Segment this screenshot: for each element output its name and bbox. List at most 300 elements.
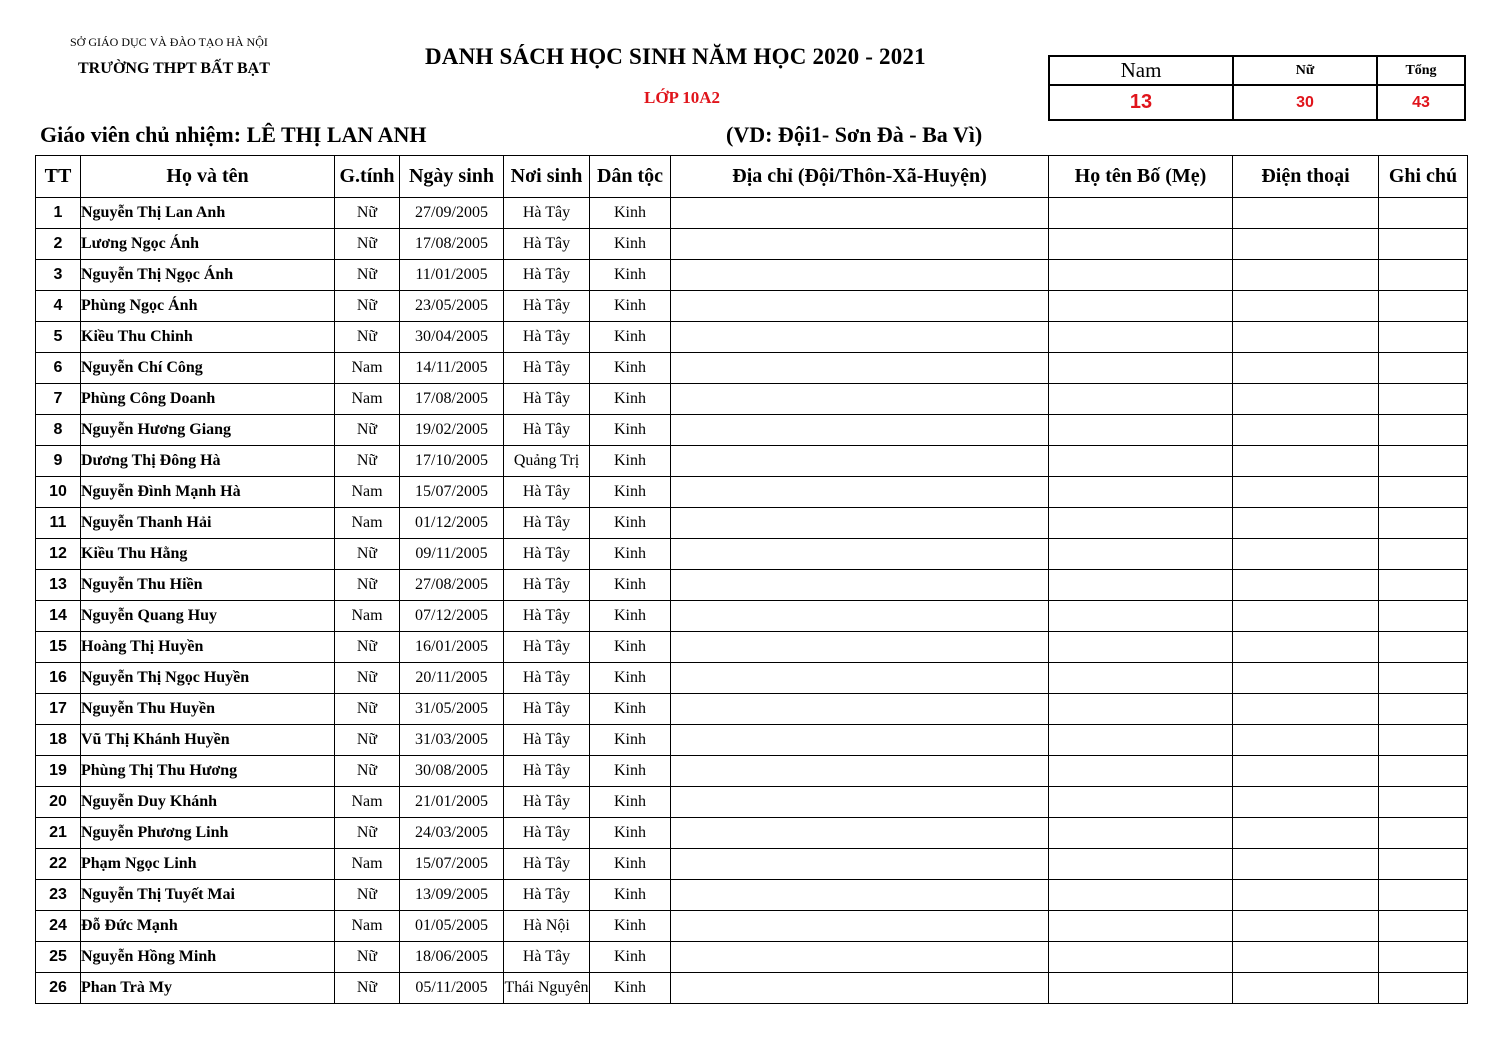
student-ethnicity: Kinh <box>590 446 671 477</box>
student-address <box>671 880 1049 911</box>
row-number: 13 <box>36 570 81 601</box>
student-gender: Nữ <box>335 322 400 353</box>
note <box>1379 384 1468 415</box>
student-dob: 30/04/2005 <box>400 322 504 353</box>
row-number: 26 <box>36 973 81 1004</box>
student-name: Phùng Thị Thu Hương <box>81 756 335 787</box>
table-row <box>36 911 1468 942</box>
row-number: 9 <box>36 446 81 477</box>
student-ethnicity: Kinh <box>590 291 671 322</box>
student-dob: 15/07/2005 <box>400 849 504 880</box>
parent-name <box>1049 756 1233 787</box>
student-name: Vũ Thị Khánh Huyền <box>81 725 335 756</box>
student-gender: Nữ <box>335 570 400 601</box>
student-dob: 31/05/2005 <box>400 694 504 725</box>
phone <box>1233 632 1379 663</box>
student-address <box>671 632 1049 663</box>
student-name: Lương Ngọc Ánh <box>81 229 335 260</box>
student-dob: 20/11/2005 <box>400 663 504 694</box>
table-row <box>36 694 1468 725</box>
parent-name <box>1049 663 1233 694</box>
table-row <box>36 539 1468 570</box>
col-header-name: Họ và tên <box>81 156 335 198</box>
student-birthplace: Hà Tây <box>504 229 590 260</box>
student-birthplace: Hà Tây <box>504 384 590 415</box>
student-name: Kiều Thu Chinh <box>81 322 335 353</box>
student-gender: Nữ <box>335 229 400 260</box>
note <box>1379 911 1468 942</box>
student-birthplace: Thái Nguyên <box>504 973 590 1004</box>
student-address <box>671 198 1049 229</box>
student-birthplace: Hà Tây <box>504 570 590 601</box>
table-row <box>36 384 1468 415</box>
student-ethnicity: Kinh <box>590 229 671 260</box>
row-number: 1 <box>36 198 81 229</box>
student-dob: 24/03/2005 <box>400 818 504 849</box>
row-number: 10 <box>36 477 81 508</box>
row-number: 23 <box>36 880 81 911</box>
student-gender: Nam <box>335 384 400 415</box>
row-number: 7 <box>36 384 81 415</box>
row-number: 14 <box>36 601 81 632</box>
note <box>1379 632 1468 663</box>
parent-name <box>1049 570 1233 601</box>
phone <box>1233 725 1379 756</box>
note <box>1379 198 1468 229</box>
student-ethnicity: Kinh <box>590 942 671 973</box>
student-ethnicity: Kinh <box>590 756 671 787</box>
homeroom-teacher: Giáo viên chủ nhiệm: LÊ THỊ LAN ANH <box>40 122 427 147</box>
row-number: 12 <box>36 539 81 570</box>
phone <box>1233 477 1379 508</box>
student-dob: 07/12/2005 <box>400 601 504 632</box>
student-ethnicity: Kinh <box>590 601 671 632</box>
row-number: 2 <box>36 229 81 260</box>
student-birthplace: Hà Tây <box>504 787 590 818</box>
student-dob: 21/01/2005 <box>400 787 504 818</box>
student-gender: Nam <box>335 353 400 384</box>
total-count: 43 <box>1377 85 1465 120</box>
phone <box>1233 818 1379 849</box>
note <box>1379 849 1468 880</box>
student-gender: Nữ <box>335 880 400 911</box>
student-address <box>671 818 1049 849</box>
student-birthplace: Hà Tây <box>504 353 590 384</box>
student-dob: 14/11/2005 <box>400 353 504 384</box>
student-name: Nguyễn Đình Mạnh Hà <box>81 477 335 508</box>
student-dob: 18/06/2005 <box>400 942 504 973</box>
student-rows <box>36 198 1468 1004</box>
table-row <box>36 508 1468 539</box>
phone <box>1233 787 1379 818</box>
row-number: 8 <box>36 415 81 446</box>
student-ethnicity: Kinh <box>590 353 671 384</box>
student-ethnicity: Kinh <box>590 694 671 725</box>
student-gender: Nữ <box>335 291 400 322</box>
table-row <box>36 446 1468 477</box>
table-row <box>36 973 1468 1004</box>
student-name: Phạm Ngọc Linh <box>81 849 335 880</box>
student-dob: 30/08/2005 <box>400 756 504 787</box>
table-header-row <box>36 156 1468 198</box>
student-dob: 17/10/2005 <box>400 446 504 477</box>
note <box>1379 818 1468 849</box>
note <box>1379 260 1468 291</box>
male-count: 13 <box>1049 85 1233 120</box>
phone <box>1233 198 1379 229</box>
table-row <box>36 229 1468 260</box>
student-address <box>671 477 1049 508</box>
student-ethnicity: Kinh <box>590 260 671 291</box>
row-number: 4 <box>36 291 81 322</box>
student-name: Nguyễn Thu Huyền <box>81 694 335 725</box>
student-birthplace: Hà Tây <box>504 260 590 291</box>
student-birthplace: Hà Tây <box>504 508 590 539</box>
phone <box>1233 973 1379 1004</box>
student-dob: 13/09/2005 <box>400 880 504 911</box>
row-number: 25 <box>36 942 81 973</box>
student-table <box>35 155 1468 1004</box>
parent-name <box>1049 198 1233 229</box>
student-address <box>671 942 1049 973</box>
row-number: 24 <box>36 911 81 942</box>
student-birthplace: Hà Tây <box>504 849 590 880</box>
note <box>1379 942 1468 973</box>
school-name: TRƯỜNG THPT BẤT BẠT <box>78 60 270 77</box>
phone <box>1233 539 1379 570</box>
student-name: Nguyễn Hương Giang <box>81 415 335 446</box>
gender-stats-table <box>1048 55 1466 121</box>
student-ethnicity: Kinh <box>590 322 671 353</box>
student-address <box>671 787 1049 818</box>
male-label: Nam <box>1049 56 1233 85</box>
student-ethnicity: Kinh <box>590 632 671 663</box>
row-number: 18 <box>36 725 81 756</box>
female-label: Nữ <box>1233 56 1377 85</box>
student-name: Nguyễn Thị Lan Anh <box>81 198 335 229</box>
parent-name <box>1049 725 1233 756</box>
col-header-tt: TT <box>36 156 81 198</box>
row-number: 3 <box>36 260 81 291</box>
student-gender: Nữ <box>335 446 400 477</box>
student-gender: Nữ <box>335 725 400 756</box>
student-name: Nguyễn Thu Hiền <box>81 570 335 601</box>
student-gender: Nam <box>335 477 400 508</box>
parent-name <box>1049 260 1233 291</box>
student-ethnicity: Kinh <box>590 663 671 694</box>
student-birthplace: Hà Tây <box>504 539 590 570</box>
student-birthplace: Hà Tây <box>504 322 590 353</box>
female-count: 30 <box>1233 85 1377 120</box>
phone <box>1233 415 1379 446</box>
parent-name <box>1049 291 1233 322</box>
row-number: 22 <box>36 849 81 880</box>
student-address <box>671 756 1049 787</box>
student-dob: 17/08/2005 <box>400 384 504 415</box>
student-dob: 11/01/2005 <box>400 260 504 291</box>
col-header-birthplace: Nơi sinh <box>504 156 590 198</box>
student-address <box>671 911 1049 942</box>
col-header-dob: Ngày sinh <box>400 156 504 198</box>
phone <box>1233 322 1379 353</box>
note <box>1379 477 1468 508</box>
student-name: Nguyễn Hồng Minh <box>81 942 335 973</box>
row-number: 11 <box>36 508 81 539</box>
address-example: (VD: Đội1- Sơn Đà - Ba Vì) <box>726 122 983 147</box>
col-header-parent: Họ tên Bố (Mẹ) <box>1049 156 1233 198</box>
student-name: Phan Trà My <box>81 973 335 1004</box>
parent-name <box>1049 818 1233 849</box>
department-name: SỞ GIÁO DỤC VÀ ĐÀO TẠO HÀ NỘI <box>70 35 268 49</box>
table-row <box>36 322 1468 353</box>
student-gender: Nam <box>335 787 400 818</box>
student-ethnicity: Kinh <box>590 973 671 1004</box>
row-number: 15 <box>36 632 81 663</box>
student-birthplace: Hà Tây <box>504 725 590 756</box>
phone <box>1233 570 1379 601</box>
student-ethnicity: Kinh <box>590 477 671 508</box>
row-number: 19 <box>36 756 81 787</box>
student-ethnicity: Kinh <box>590 415 671 446</box>
parent-name <box>1049 694 1233 725</box>
student-dob: 09/11/2005 <box>400 539 504 570</box>
student-dob: 01/05/2005 <box>400 911 504 942</box>
note <box>1379 601 1468 632</box>
phone <box>1233 446 1379 477</box>
student-ethnicity: Kinh <box>590 570 671 601</box>
student-name: Hoàng Thị Huyền <box>81 632 335 663</box>
row-number: 20 <box>36 787 81 818</box>
student-name: Nguyễn Thị Tuyết Mai <box>81 880 335 911</box>
table-row <box>36 477 1468 508</box>
student-address <box>671 508 1049 539</box>
student-ethnicity: Kinh <box>590 818 671 849</box>
note <box>1379 694 1468 725</box>
student-ethnicity: Kinh <box>590 849 671 880</box>
student-ethnicity: Kinh <box>590 725 671 756</box>
student-dob: 23/05/2005 <box>400 291 504 322</box>
table-row <box>36 353 1468 384</box>
student-gender: Nữ <box>335 694 400 725</box>
student-birthplace: Hà Tây <box>504 880 590 911</box>
student-ethnicity: Kinh <box>590 198 671 229</box>
phone <box>1233 849 1379 880</box>
parent-name <box>1049 384 1233 415</box>
row-number: 6 <box>36 353 81 384</box>
student-birthplace: Hà Tây <box>504 601 590 632</box>
student-address <box>671 601 1049 632</box>
student-birthplace: Hà Tây <box>504 198 590 229</box>
table-row <box>36 942 1468 973</box>
student-dob: 17/08/2005 <box>400 229 504 260</box>
parent-name <box>1049 973 1233 1004</box>
student-gender: Nữ <box>335 415 400 446</box>
student-ethnicity: Kinh <box>590 508 671 539</box>
student-name: Nguyễn Thị Ngọc Ánh <box>81 260 335 291</box>
parent-name <box>1049 477 1233 508</box>
phone <box>1233 508 1379 539</box>
student-dob: 31/03/2005 <box>400 725 504 756</box>
student-ethnicity: Kinh <box>590 911 671 942</box>
parent-name <box>1049 601 1233 632</box>
phone <box>1233 291 1379 322</box>
col-header-address: Địa chỉ (Đội/Thôn-Xã-Huyện) <box>671 156 1049 198</box>
table-row <box>36 601 1468 632</box>
student-name: Nguyễn Quang Huy <box>81 601 335 632</box>
table-row <box>36 198 1468 229</box>
row-number: 21 <box>36 818 81 849</box>
phone <box>1233 663 1379 694</box>
col-header-ethnicity: Dân tộc <box>590 156 671 198</box>
note <box>1379 756 1468 787</box>
parent-name <box>1049 849 1233 880</box>
parent-name <box>1049 632 1233 663</box>
student-gender: Nam <box>335 849 400 880</box>
table-row <box>36 756 1468 787</box>
student-gender: Nữ <box>335 973 400 1004</box>
student-gender: Nữ <box>335 260 400 291</box>
phone <box>1233 911 1379 942</box>
phone <box>1233 880 1379 911</box>
student-name: Phùng Công Doanh <box>81 384 335 415</box>
note <box>1379 353 1468 384</box>
phone <box>1233 384 1379 415</box>
student-birthplace: Hà Tây <box>504 477 590 508</box>
table-row <box>36 632 1468 663</box>
student-address <box>671 725 1049 756</box>
phone <box>1233 756 1379 787</box>
phone <box>1233 942 1379 973</box>
student-address <box>671 260 1049 291</box>
student-gender: Nữ <box>335 539 400 570</box>
phone <box>1233 260 1379 291</box>
student-gender: Nữ <box>335 198 400 229</box>
student-gender: Nữ <box>335 663 400 694</box>
parent-name <box>1049 415 1233 446</box>
parent-name <box>1049 229 1233 260</box>
student-address <box>671 415 1049 446</box>
phone <box>1233 353 1379 384</box>
parent-name <box>1049 880 1233 911</box>
student-name: Kiều Thu Hằng <box>81 539 335 570</box>
student-birthplace: Hà Tây <box>504 291 590 322</box>
student-address <box>671 663 1049 694</box>
student-address <box>671 570 1049 601</box>
table-row <box>36 849 1468 880</box>
note <box>1379 539 1468 570</box>
student-address <box>671 322 1049 353</box>
student-name: Nguyễn Thanh Hải <box>81 508 335 539</box>
student-dob: 01/12/2005 <box>400 508 504 539</box>
class-name: LỚP 10A2 <box>644 88 721 107</box>
student-name: Nguyễn Duy Khánh <box>81 787 335 818</box>
row-number: 16 <box>36 663 81 694</box>
parent-name <box>1049 539 1233 570</box>
student-address <box>671 446 1049 477</box>
student-gender: Nữ <box>335 756 400 787</box>
col-header-phone: Điện thoại <box>1233 156 1379 198</box>
student-ethnicity: Kinh <box>590 787 671 818</box>
parent-name <box>1049 911 1233 942</box>
note <box>1379 880 1468 911</box>
student-gender: Nữ <box>335 942 400 973</box>
student-dob: 15/07/2005 <box>400 477 504 508</box>
student-birthplace: Hà Tây <box>504 663 590 694</box>
note <box>1379 973 1468 1004</box>
student-gender: Nữ <box>335 632 400 663</box>
parent-name <box>1049 353 1233 384</box>
note <box>1379 291 1468 322</box>
student-name: Dương Thị Đông Hà <box>81 446 335 477</box>
table-row <box>36 291 1468 322</box>
student-gender: Nam <box>335 508 400 539</box>
student-dob: 16/01/2005 <box>400 632 504 663</box>
note <box>1379 663 1468 694</box>
table-row <box>36 787 1468 818</box>
note <box>1379 415 1468 446</box>
student-gender: Nam <box>335 911 400 942</box>
student-birthplace: Hà Tây <box>504 694 590 725</box>
parent-name <box>1049 446 1233 477</box>
note <box>1379 446 1468 477</box>
student-birthplace: Hà Nội <box>504 911 590 942</box>
table-row <box>36 570 1468 601</box>
student-ethnicity: Kinh <box>590 384 671 415</box>
student-name: Đỗ Đức Mạnh <box>81 911 335 942</box>
total-label: Tổng <box>1377 56 1465 85</box>
student-birthplace: Hà Tây <box>504 756 590 787</box>
student-gender: Nữ <box>335 818 400 849</box>
student-address <box>671 229 1049 260</box>
student-address <box>671 694 1049 725</box>
table-row <box>36 725 1468 756</box>
parent-name <box>1049 942 1233 973</box>
student-birthplace: Hà Tây <box>504 415 590 446</box>
phone <box>1233 694 1379 725</box>
table-row <box>36 818 1468 849</box>
note <box>1379 508 1468 539</box>
parent-name <box>1049 787 1233 818</box>
col-header-note: Ghi chú <box>1379 156 1468 198</box>
student-address <box>671 291 1049 322</box>
student-gender: Nam <box>335 601 400 632</box>
student-ethnicity: Kinh <box>590 880 671 911</box>
student-birthplace: Hà Tây <box>504 942 590 973</box>
note <box>1379 725 1468 756</box>
student-address <box>671 849 1049 880</box>
student-name: Phùng Ngọc Ánh <box>81 291 335 322</box>
row-number: 5 <box>36 322 81 353</box>
table-row <box>36 260 1468 291</box>
table-row <box>36 415 1468 446</box>
student-birthplace: Hà Tây <box>504 632 590 663</box>
student-address <box>671 973 1049 1004</box>
student-dob: 05/11/2005 <box>400 973 504 1004</box>
student-dob: 27/09/2005 <box>400 198 504 229</box>
parent-name <box>1049 322 1233 353</box>
parent-name <box>1049 508 1233 539</box>
table-row <box>36 663 1468 694</box>
col-header-gender: G.tính <box>335 156 400 198</box>
page-title: DANH SÁCH HỌC SINH NĂM HỌC 2020 - 2021 <box>425 44 926 69</box>
student-dob: 19/02/2005 <box>400 415 504 446</box>
student-address <box>671 384 1049 415</box>
note <box>1379 787 1468 818</box>
student-address <box>671 539 1049 570</box>
row-number: 17 <box>36 694 81 725</box>
phone <box>1233 601 1379 632</box>
student-birthplace: Quảng Trị <box>504 446 590 477</box>
